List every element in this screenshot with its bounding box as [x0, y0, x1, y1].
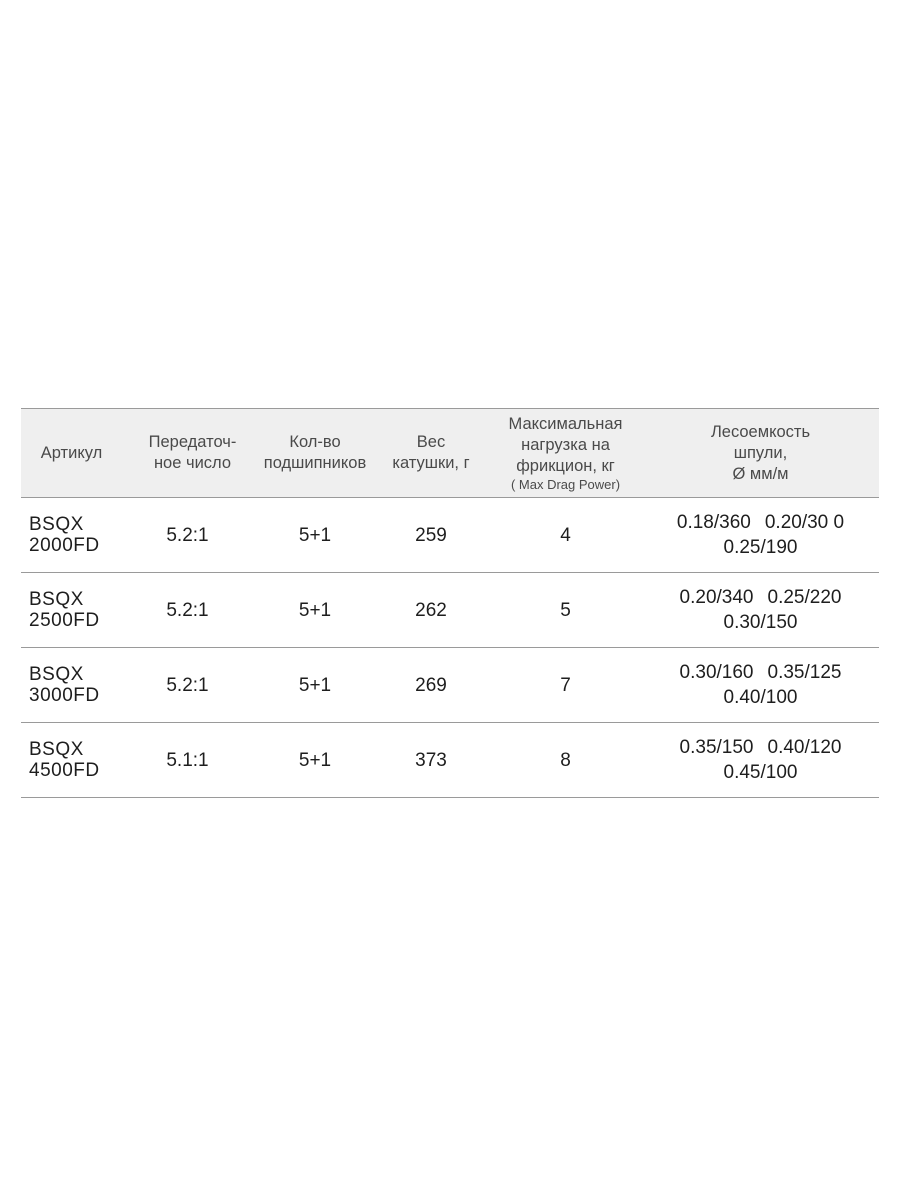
article-model: BSQX — [29, 739, 84, 760]
spec-table — [21, 408, 879, 798]
capacity-value: 0.35/150 — [679, 737, 754, 758]
capacity-line — [642, 735, 879, 760]
table-header — [21, 408, 879, 498]
gear-ratio-cell: 5.2:1 — [166, 524, 209, 546]
header-bearings — [257, 432, 373, 474]
table-row — [21, 648, 879, 723]
article-size: 2500FD — [29, 610, 100, 631]
max-drag-cell: 5 — [560, 599, 571, 621]
gear-ratio-cell: 5.2:1 — [166, 599, 209, 621]
capacity-value: 0.25/190 — [723, 537, 798, 558]
max-drag-cell: 7 — [560, 674, 571, 696]
header-line-capacity-line: шпули, — [733, 443, 788, 462]
header-article-line: Артикул — [40, 443, 103, 462]
header-line-capacity — [642, 422, 879, 485]
capacity-line — [642, 510, 879, 535]
bearings-cell: 5+1 — [298, 524, 332, 546]
weight-cell: 269 — [415, 674, 447, 696]
capacity-value: 0.40/120 — [767, 737, 842, 758]
header-gear-ratio — [118, 432, 257, 474]
weight-cell: 373 — [415, 749, 447, 771]
article-cell — [21, 589, 118, 631]
bearings-cell: 5+1 — [298, 599, 332, 621]
line-capacity-cell — [642, 510, 879, 560]
article-size: 3000FD — [29, 685, 100, 706]
header-article — [21, 443, 118, 464]
table-row — [21, 573, 879, 648]
header-max-drag-note: ( Max Drag Power) — [510, 476, 621, 492]
header-line-capacity-line: Лесоемкость — [710, 422, 811, 441]
table-row — [21, 498, 879, 573]
article-cell — [21, 664, 118, 706]
header-max-drag — [489, 414, 642, 493]
capacity-value: 0.20/340 — [679, 587, 754, 608]
capacity-value: 0.45/100 — [723, 762, 798, 783]
capacity-value: 0.30/150 — [723, 612, 798, 633]
capacity-line — [642, 760, 879, 785]
header-gear-ratio-line: Передаточ- — [148, 433, 237, 451]
gear-ratio-cell: 5.2:1 — [166, 674, 209, 696]
capacity-value: 0.40/100 — [723, 687, 798, 708]
header-max-drag-line: нагрузка на — [521, 435, 610, 454]
weight-cell: 262 — [415, 599, 447, 621]
weight-cell: 259 — [415, 524, 447, 546]
bearings-cell: 5+1 — [298, 749, 332, 771]
capacity-value: 0.25/220 — [767, 587, 842, 608]
capacity-value: 0.20/30 0 — [764, 512, 845, 533]
article-size: 4500FD — [29, 760, 100, 781]
bearings-cell: 5+1 — [298, 674, 332, 696]
article-cell — [21, 514, 118, 556]
header-weight-line: катушки, г — [392, 454, 470, 472]
capacity-value: 0.30/160 — [679, 662, 754, 683]
line-capacity-cell — [642, 660, 879, 710]
capacity-line — [642, 535, 879, 560]
header-bearings-line: Кол-во — [289, 433, 341, 451]
table-row — [21, 723, 879, 798]
header-line-capacity-line: Ø мм/м — [732, 464, 789, 483]
article-cell — [21, 739, 118, 781]
header-max-drag-line: Максимальная — [508, 414, 623, 433]
header-gear-ratio-line: ное число — [153, 454, 232, 472]
capacity-line — [642, 585, 879, 610]
header-max-drag-line: фрикцион, кг — [516, 456, 615, 475]
gear-ratio-cell: 5.1:1 — [166, 749, 209, 771]
line-capacity-cell — [642, 585, 879, 635]
article-size: 2000FD — [29, 535, 100, 556]
max-drag-cell: 4 — [560, 524, 571, 546]
max-drag-cell: 8 — [560, 749, 571, 771]
capacity-value: 0.18/360 — [676, 512, 751, 533]
capacity-line — [642, 685, 879, 710]
header-weight — [373, 432, 489, 474]
article-model: BSQX — [29, 514, 84, 535]
capacity-line — [642, 610, 879, 635]
header-weight-line: Вес — [416, 433, 446, 451]
line-capacity-cell — [642, 735, 879, 785]
article-model: BSQX — [29, 664, 84, 685]
header-bearings-line: подшипников — [263, 454, 367, 472]
article-model: BSQX — [29, 589, 84, 610]
capacity-value: 0.35/125 — [767, 662, 842, 683]
capacity-line — [642, 660, 879, 685]
